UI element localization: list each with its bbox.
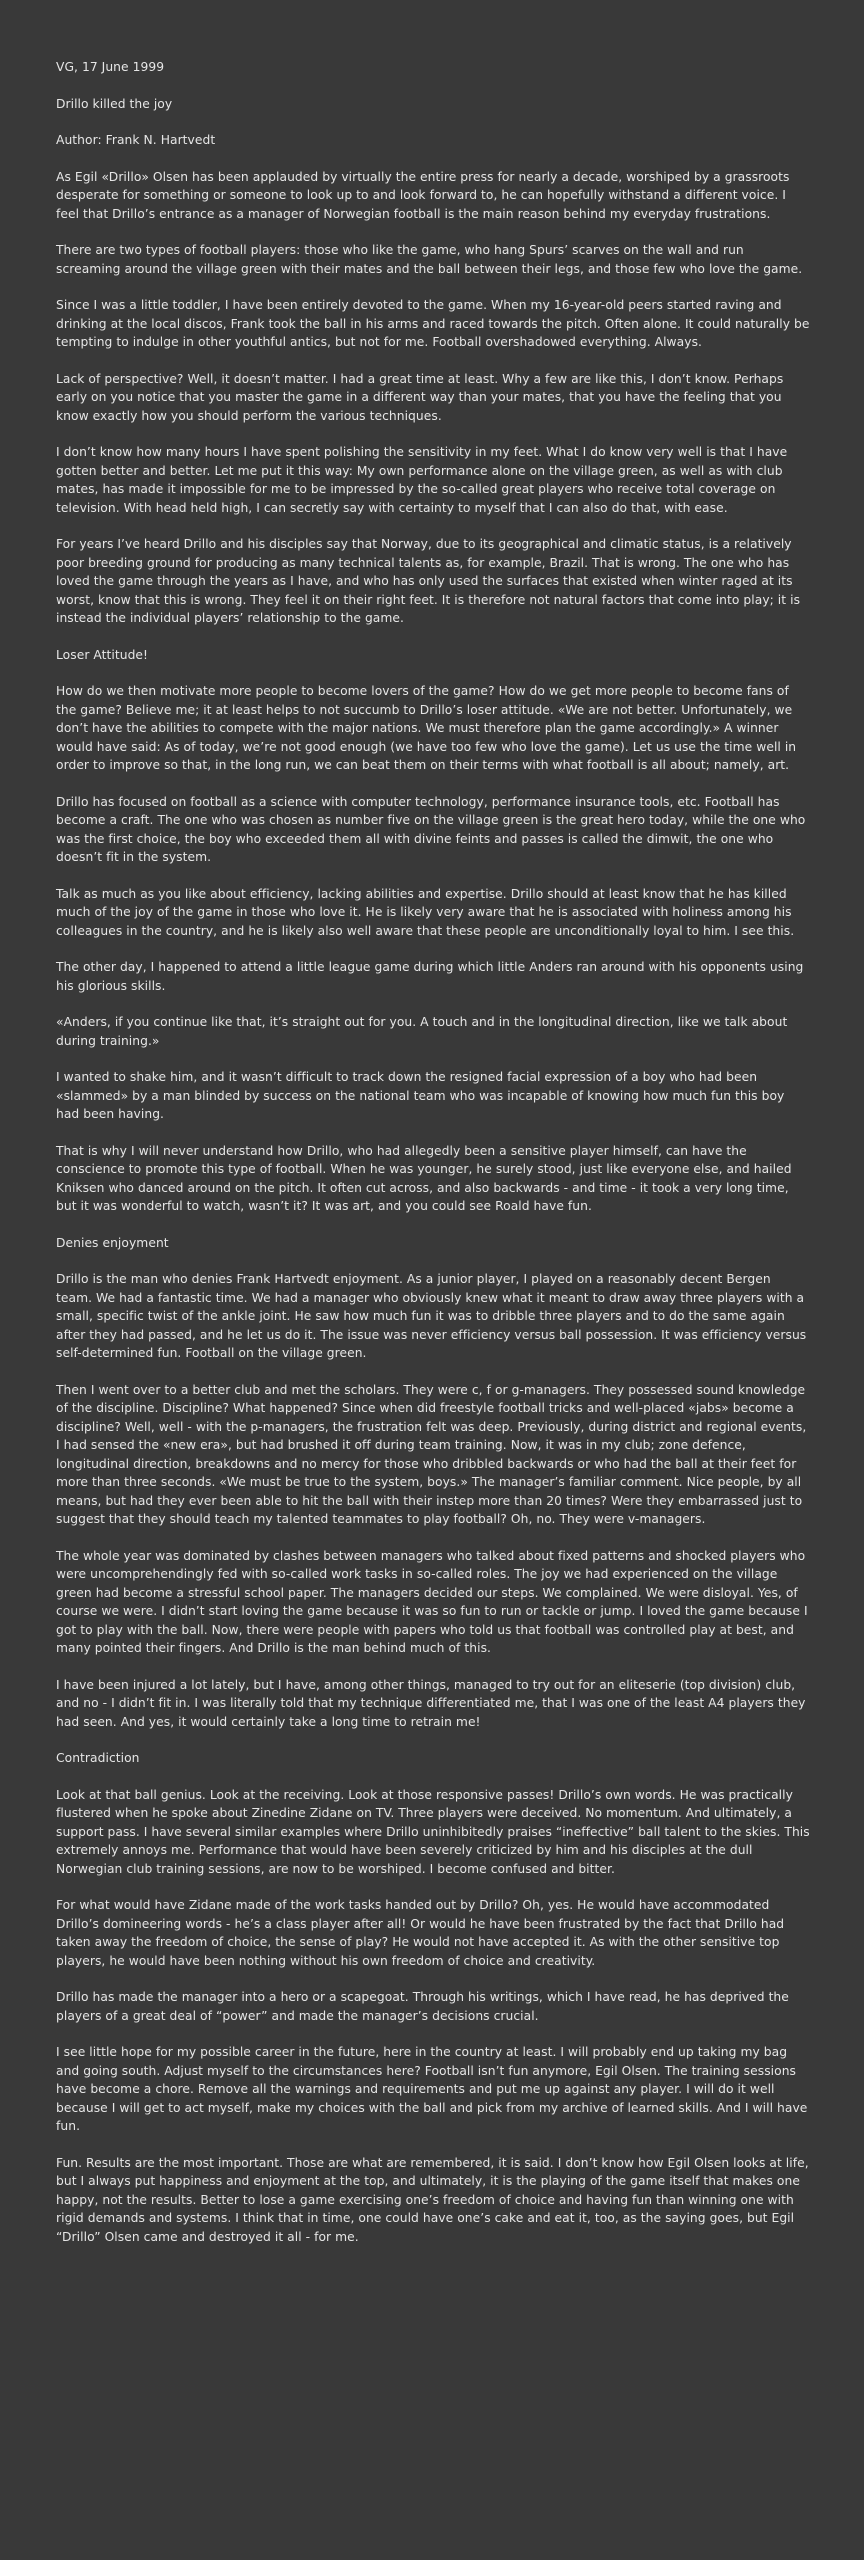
body-paragraph: Lack of perspective? Well, it doesn’t matter. I had a great time at least. Why a few are like this, I don’t know. Perhaps early on you notice that you master the game in a different way than your mates, that you have the feeling that you know exactly how you should perform the various techniques. [56,371,784,423]
article-title: Drillo killed the joy [56,96,173,111]
author-line: Author: Frank N. Hartvedt [56,133,216,147]
body-paragraph: There are two types of football players: those who like the game, who hang Spurs’ scarves on the wall and run screaming around the village green with their mates and the ball between their legs, and those few who love the game. [56,243,803,276]
section-heading-denies-enjoyment: Denies enjoyment [56,1235,169,1250]
body-paragraph: The whole year was dominated by clashes between managers who talked about fixed patterns and shocked players who were uncomprehendingly fed with so-called work tasks in so-called roles. The joy we had experienced on the village green had become a stressful school paper. The managers decided our steps. We complained. We were disloyal. Yes, of course we were. I didn’t start loving the game because it was so fun to run or tackle or jump. I loved the game because I got to play with the ball. Now, there were people with papers who told us that football was controlled play at best, and many pointed their fingers. And Drillo is the man behind much of this. [56,1548,808,1655]
body-paragraph: I see little hope for my possible career in the future, here in the country at least. I will probably end up taking my bag and going south. Adjust myself to the circumstances here? Football isn’t fun anymore, Egil Olsen. The training sessions have become a chore. Remove all the warnings and requirements and put me up against any player. I will do it well because I will get to act myself, make my choices with the ball and pick from my archive of learned skills. And I will have fun. [56,2045,808,2133]
body-paragraph: I don’t know how many hours I have spent polishing the sensitivity in my feet. What I do know very well is that I have gotten better and better. Let me put it this way: My own performance alone on the village green, as well as with club mates, has made it impossible for me to be impressed by the so-called great players who receive total coverage on television. With head held high, I can secretly say with certainty to myself that I can also do that, with ease. [56,445,788,515]
body-paragraph: Drillo has focused on football as a science with computer technology, performance insurance tools, etc. Football has become a craft. The one who was chosen as number five on the village green is the great hero today, while the one who was the first choice, the boy who exceeded them all with divine feints and passes is called the dimwit, the one who doesn’t fit in the system. [56,794,806,864]
body-paragraph: Since I was a little toddler, I have been entirely devoted to the game. When my 16-year-old peers started raving and drinking at the local discos, Frank took the ball in his arms and raced towards the pitch. Often alone. It could naturally be tempting to indulge in other youthful antics, but not for me. Football overshadowed everything. Always. [56,298,810,349]
dateline: VG, 17 June 1999 [56,60,165,74]
body-paragraph: The other day, I happened to attend a little league game during which little Anders ran around with his opponents using his glorious skills. [56,960,804,993]
body-paragraph: How do we then motivate more people to become lovers of the game? How do we get more people to become fans of the game? Believe me; it at least helps to not succumb to Drillo’s loser attitude. «We are not better. Unfortunately, we don’t have the abilities to compete with the major nations. We must therefore plan the game accordingly.» A winner would have said: As of today, we’re not good enough (we have too few who love the game). Let us use the time well in order to improve so that, in the long run, we can beat them on their terms with what football is all about; namely, art. [56,684,797,772]
section-heading-contradiction: Contradiction [56,1751,140,1765]
body-paragraph: Talk as much as you like about efficiency, lacking abilities and expertise. Drillo should at least know that he has killed much of the joy of the game in those who love it. He is likely very aware that he is associated with holiness among his colleagues in the country, and he is likely also well aware that these people are unconditionally loyal to him. I see this. [56,886,795,938]
body-paragraph: Drillo is the man who denies Frank Hartvedt enjoyment. As a junior player, I played on a reasonably decent Bergen team. We had a fantastic time. We had a manager who obviously knew what it meant to draw away three players with a small, specific twist of the ankle joint. He saw how much fun it was to dribble three players and to do the same again after they had passed, and he let us do it. The issue was never efficiency versus ball possession. It was efficiency versus self-determined fun. Football on the village green. [56,1272,807,1360]
body-paragraph: For years I’ve heard Drillo and his disciples say that Norway, due to its geographical and climatic status, is a relatively poor breeding ground for producing as many technical talents as, for example, Brazil. That is wrong. The one who has loved the game through the years as I have, and who has only used the surfaces that existed when winter raged at its worst, know that this is wrong. They feel it on their right feet. It is therefore not natural factors that come into play; it is instead the individual players’ relationship to the game. [56,537,801,625]
body-paragraph: That is why I will never understand how Drillo, who had allegedly been a sensitive player himself, can have the conscience to promote this type of football. When he was younger, he surely stood, just like everyone else, and hailed Kniksen who danced around on the pitch. It often cut across, and also backwards - and time - it took a very long time, but it was wonderful to watch, wasn’t it? It was art, and you could see Roald have fun. [56,1143,792,1213]
body-paragraph: For what would have Zidane made of the work tasks handed out by Drillo? Oh, yes. He would have accommodated Drillo’s domineering words - he’s a class player after all! Or would he have been frustrated by the fact that Drillo had taken away the freedom of choice, the sense of play? He would not have accepted it. As with the other sensitive top players, he would have been nothing without his own freedom of choice and creativity. [56,1898,785,1968]
body-paragraph: I wanted to shake him, and it wasn’t difficult to track down the resigned facial expression of a boy who had been «slammed» by a man blinded by success on the national team who was incapable of knowing how much fun this boy had been having. [56,1070,785,1121]
body-paragraph: Drillo has made the manager into a hero or a scapegoat. Through his writings, which I have read, he has deprived the players of a great deal of “power” and made the manager’s decisions crucial. [56,1990,789,2023]
body-paragraph: Fun. Results are the most important. Those are what are remembered, it is said. I don’t know how Egil Olsen looks at life, but I always put happiness and enjoyment at the top, and ultimately, it is the playing of the game itself that makes one happy, not the results. Better to lose a game exercising one’s freedom of choice and having fun than winning one with rigid demands and systems. I think that in time, one could have one’s cake and eat it, too, as the saying goes, but Egil “Drillo” Olsen came and destroyed it all - for me. [56,2155,809,2244]
body-paragraph: As Egil «Drillo» Olsen has been applauded by virtually the entire press for nearly a decade, worshiped by a grassroots desperate for something or someone to look up to and look forward to, he can hopefully withstand a different voice. I feel that Drillo’s entrance as a manager of Norwegian football is the main reason behind my everyday frustrations. [56,169,790,221]
quote-paragraph: «Anders, if you continue like that, it’s straight out for you. A touch and in the longitudinal direction, like we talk about during training.» [56,1015,788,1048]
body-paragraph: Look at that ball genius. Look at the receiving. Look at those responsive passes! Drillo’s own words. He was practically flustered when he spoke about Zinedine Zidane on TV. Three players were deceived. No momentum. And ultimately, a support pass. I have several similar examples where Drillo uninhibitedly praises “ineffective” ball talent to the skies. This extremely annoys me. Performance that would have been severely criticized by him and his disciples at the dull Norwegian club training sessions, are now to be worshiped. I become confused and bitter. [56,1787,810,1876]
section-heading-loser-attitude: Loser Attitude! [56,647,149,662]
body-paragraph: I have been injured a lot lately, but I have, among other things, managed to try out for an eliteserie (top division) club, and no - I didn’t fit in. I was literally told that my technique differentiated me, that I was one of the least A4 players they had seen. And yes, it would certainly take a long time to retrain me! [56,1677,806,1729]
body-paragraph: Then I went over to a better club and met the scholars. They were c, f or g-managers. They possessed sound knowledge of the discipline. Discipline? What happened? Since when did freestyle football tricks and well-placed «jabs» become a discipline? Well, well - with the p-managers, the frustration felt was deep. Previously, during district and regional events, I had sensed the «new era», but had brushed it off during team training. Now, it was in my club; zone defence, longitudinal direction, breakdowns and no mercy for those who dribbled backwards or who had the ball at their feet for more than three seconds. «We must be true to the system, boys.» The manager’s familiar comment. Nice people, by all means, but had they ever been able to hit the ball with their instep more than 20 times? Were they embarrassed just to suggest that they should teach my talented teammates to play football? Oh, no. They were v-managers. [56,1382,807,1526]
